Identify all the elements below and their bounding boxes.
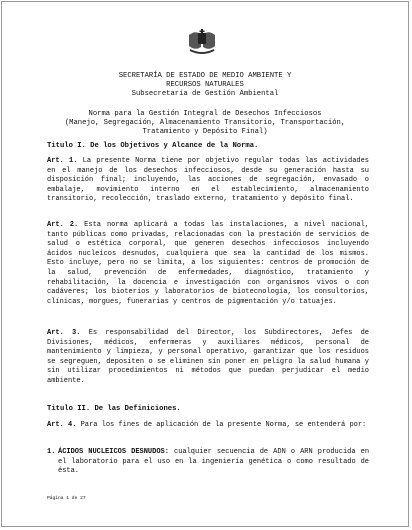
title-2-heading bbox=[47, 405, 181, 413]
norm-title-line3: Tratamiento y Depósito Final) bbox=[142, 128, 268, 136]
article-2-text: Esta norma aplicará a todas las instalaciones, a nivel nacional, tanto públicas como privadas, relacionadas con la prestación de servicios de salud o estética corporal, que generen desechos infecciosos incluyendo ácidos nucleicos desnudos, cualquiera que sea la cantidad de los mismos. Esto incluye, pero no se limita, a los siguientes: centros de promoción de la salud, prevención de enfermedades, diagnóstico, tratamiento y rehabilitación, la docencia e investigación con organismos vivos o con cadáveres; los bioterios y laboratorios de biotecnología, los consultorios, clínicas, morgues, funerarias y centros de pigmentación y/o tatuajes. bbox=[47, 221, 370, 306]
title-1-heading bbox=[47, 142, 258, 150]
title-2-label: Titulo II. bbox=[47, 405, 91, 413]
org-name-line2: RECURSOS NATURALES bbox=[166, 81, 244, 89]
definition-1-text: cualquier secuencia de ADN o ARN producida en el laboratorio para el uso en la ingeniería genética o como resultado de ésta. bbox=[58, 448, 370, 476]
article-1-text: La presente Norma tiene por objetivo regular todas las actividades en el manejo de los desechos infecciosos, desde su generación hasta su disposición final; incluyendo, las acciones de segregación, envasado o embalaje, movimiento interno en el establecimiento, almacenamiento transitorio, recolección, traslado externo, tratamiento y depósito final. bbox=[47, 157, 370, 204]
page-number: Página 1 de 27 bbox=[47, 496, 86, 501]
article-4-text: Para los fines de aplicación de la presente Norma, se entenderá por: bbox=[80, 421, 367, 429]
sub-secretariat: Subsecretaría de Gestión Ambiental bbox=[131, 90, 279, 98]
article-1 bbox=[47, 157, 369, 205]
article-2 bbox=[47, 221, 369, 307]
article-3-text: Es responsabilidad del Director, los Subdirectores, Jefes de Divisiones, médicos, enfermeras y auxiliares médicos, personal de mantenimiento y limpieza, y personal operativo, garantizar que los residuos se segreguen, depositen o se eliminen sin poner en peligro la salud humana y sin utilizar procedimientos ni métodos que puedan perjudicar el medio ambiente. bbox=[47, 329, 370, 385]
norm-title-line2: (Manejo, Segregación, Almacenamiento Transitorio, Transportación, bbox=[64, 119, 346, 127]
document-page bbox=[1, 1, 409, 527]
coat-of-arms-icon bbox=[186, 27, 218, 57]
norm-title-line1: Norma para la Gestión Integral de Desechos Infecciosos bbox=[88, 110, 322, 118]
article-4-label: Art. 4. bbox=[47, 421, 77, 429]
article-3 bbox=[47, 329, 369, 387]
article-4 bbox=[47, 421, 369, 431]
definition-1-number: 1. bbox=[47, 448, 56, 456]
title-2-text: De las Definiciones. bbox=[94, 405, 181, 413]
definition-1-term: ÁCIDOS NUCLEICOS DESNUDOS: bbox=[58, 448, 169, 456]
article-1-label: Art. 1. bbox=[47, 157, 78, 165]
title-1-label: Titulo I. bbox=[47, 142, 86, 150]
title-1-text: De los Objetivos y Alcance de la Norma. bbox=[90, 142, 259, 150]
definition-1 bbox=[58, 448, 369, 477]
article-3-label: Art. 3. bbox=[47, 329, 81, 337]
article-2-label: Art. 2. bbox=[47, 221, 79, 229]
org-name-line1: SECRETARÍA DE ESTADO DE MEDIO AMBIENTE Y bbox=[118, 72, 292, 80]
